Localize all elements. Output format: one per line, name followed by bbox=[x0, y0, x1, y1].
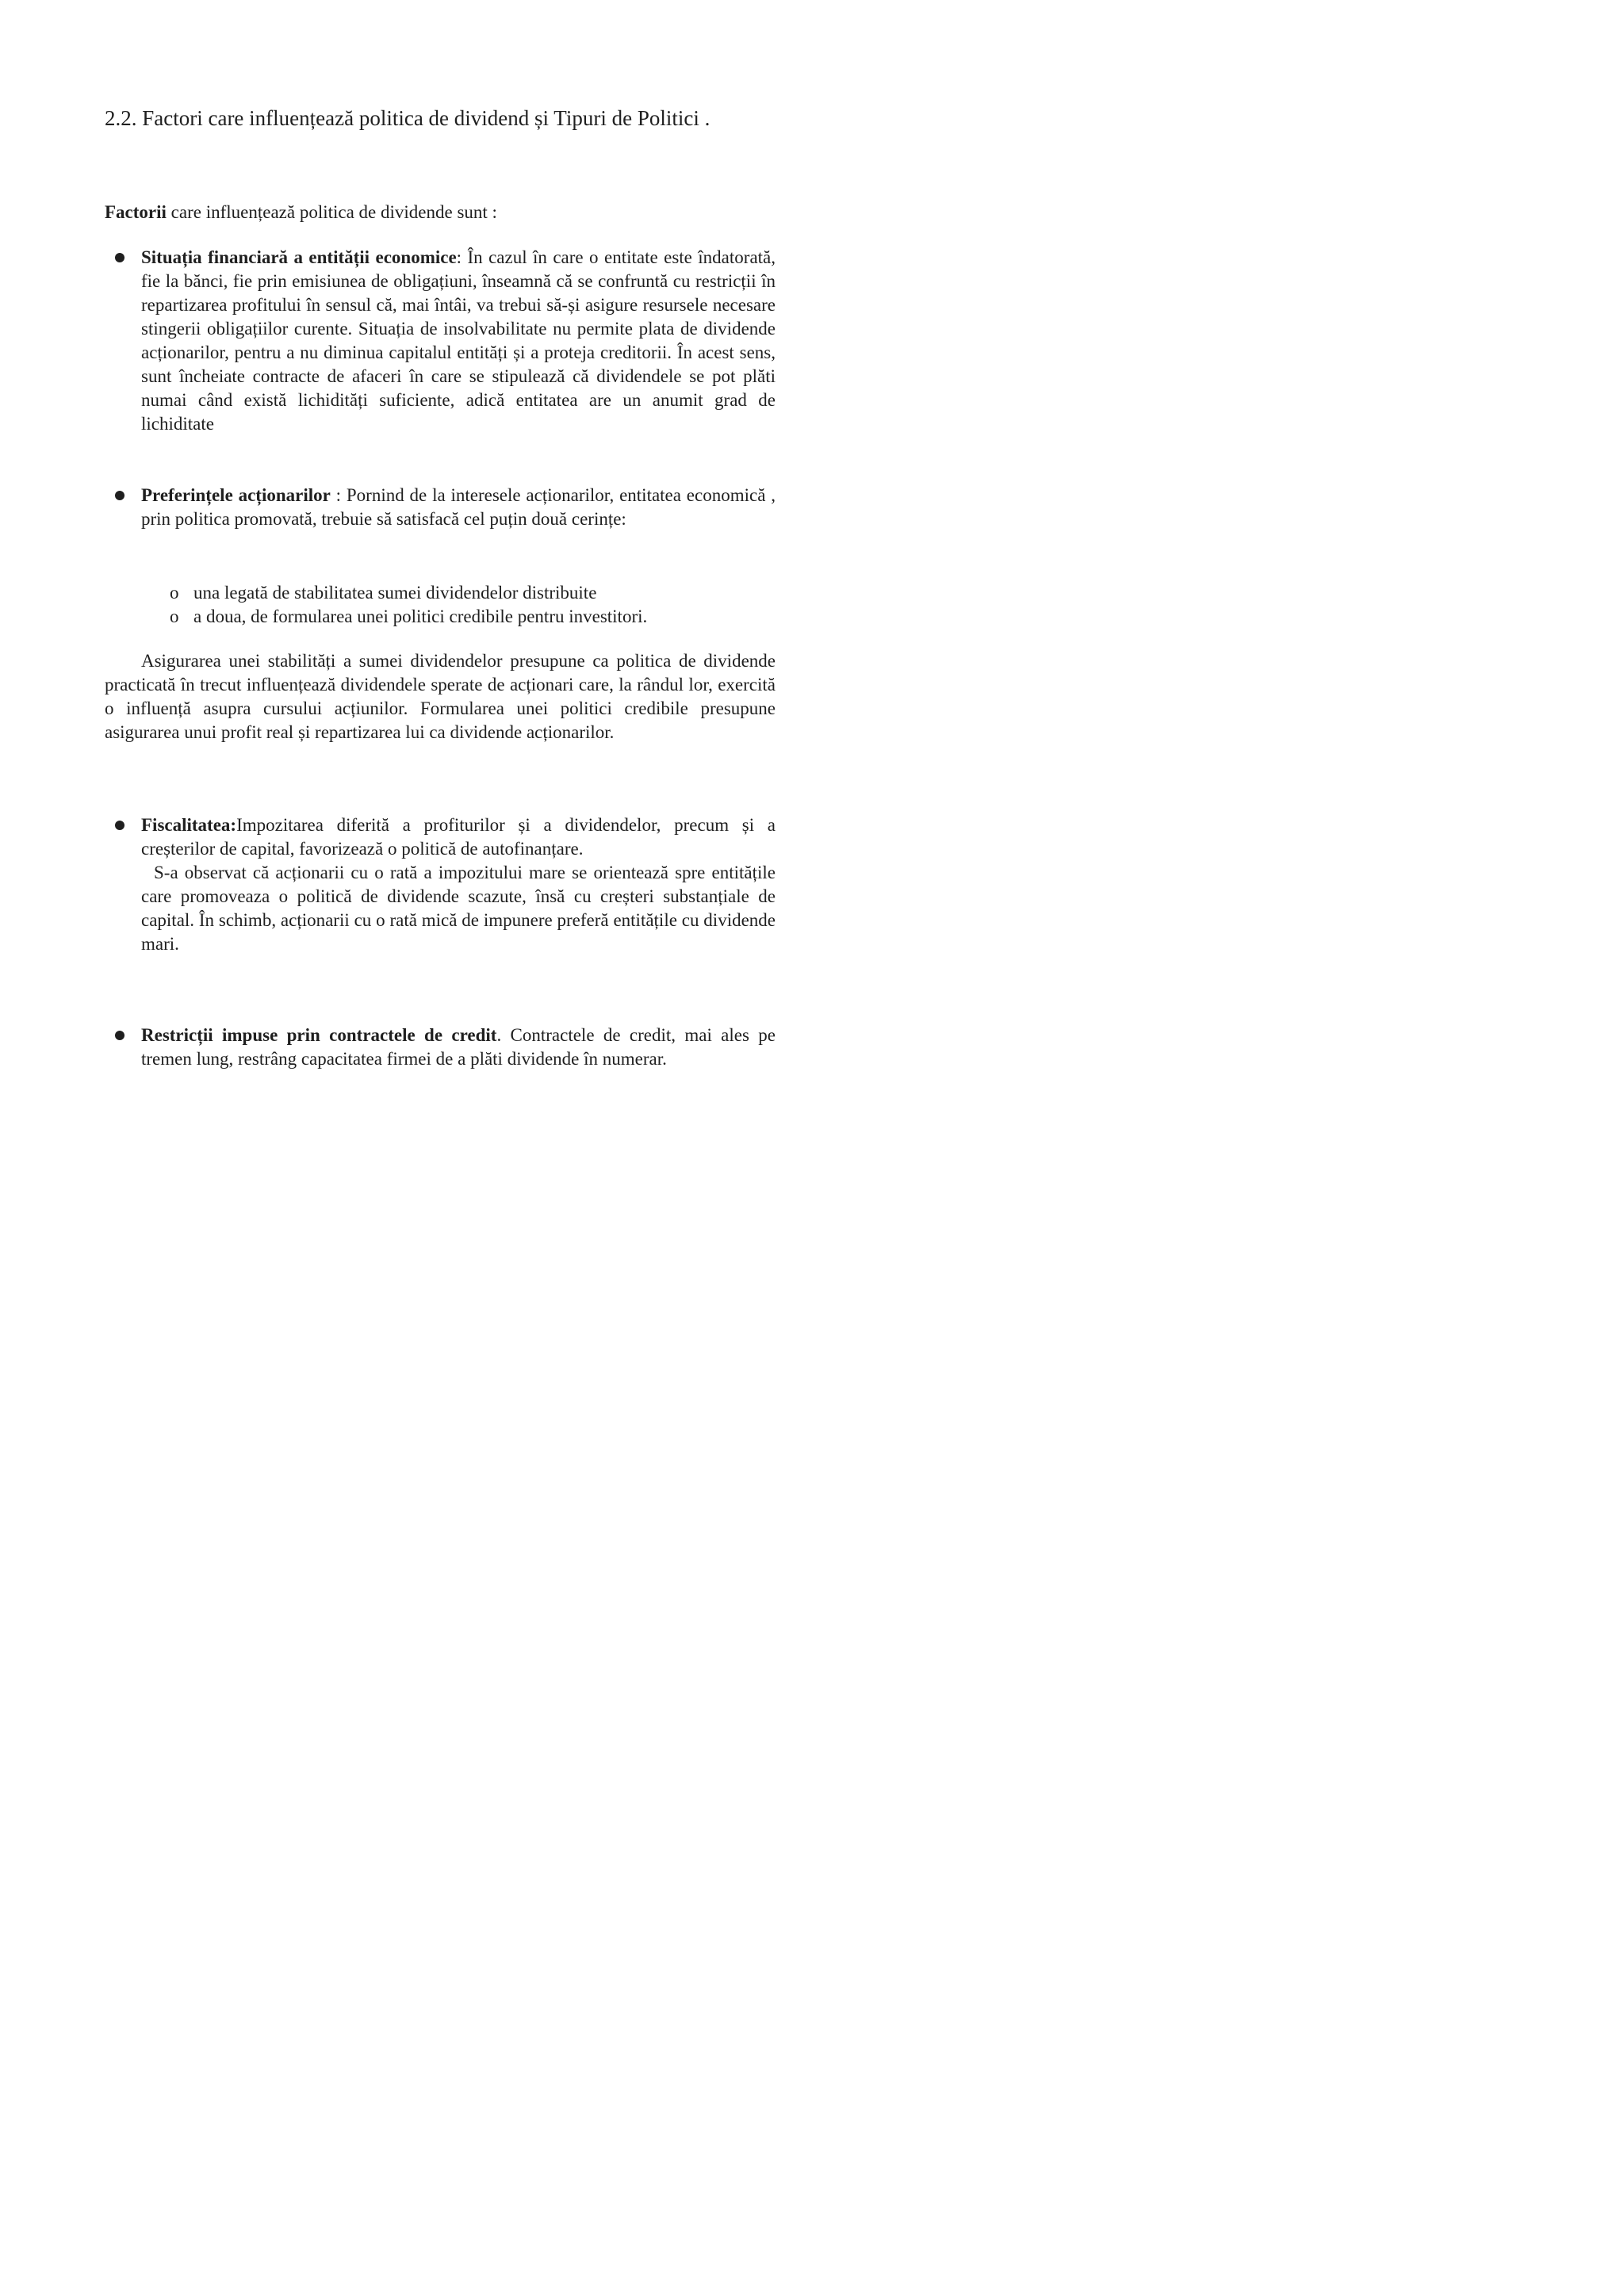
factor-text: . Contractele de credit, mai ales pe tremen lung, restrâng capacitatea firmei de a plăti dividende în numerar. bbox=[141, 1025, 776, 1069]
factor-taxation-detail: S-a observat că acționarii cu o rată a impozitului mare se orientează spre entitățile care promoveaza o politică de dividende scazute, însă cu creșteri substanțiale de capital. În schimb, acționarii cu o rată mică de impunere preferă entitățile cu dividende mari. bbox=[141, 863, 776, 954]
factor-title: Fiscalitatea: bbox=[141, 815, 237, 835]
factor-title: Restricții impuse prin contractele de credit bbox=[141, 1025, 497, 1045]
factor-taxation bbox=[141, 813, 776, 861]
factor-financial-situation bbox=[141, 246, 776, 436]
section-heading: 2.2. Factori care influențează politica de dividend și Tipuri de Politici . bbox=[105, 106, 710, 130]
intro-bold: Factorii bbox=[105, 202, 167, 222]
stability-paragraph: Asigurarea unei stabilități a sumei dividendelor presupune ca politica de dividende practicată în trecut influențează dividendele sperate de acționari care, la rândul lor, exercită o influență asupra cursului acțiunilor. Formularea unei politici credibile presupune asigurarea unui profit real și repartizarea lui ca dividende acționarilor. bbox=[105, 651, 776, 742]
intro-line bbox=[105, 201, 497, 224]
requirement-item: a doua, de formularea unei politici credibile pentru investitori. bbox=[193, 607, 648, 626]
factor-text: Impozitarea diferită a profiturilor și a dividendelor, precum și a creșterilor de capital, favorizează o politică de autofinanțare. bbox=[141, 815, 776, 859]
factor-credit-restrictions bbox=[141, 1024, 776, 1071]
factor-text: : Pornind de la interesele acționarilor, entitatea economică , prin politica promovată, trebuie să satisfacă cel puțin două cerințe: bbox=[141, 485, 776, 529]
factor-shareholder-preferences bbox=[141, 484, 776, 531]
factor-text: : În cazul în care o entitate este îndatorată, fie la bănci, fie prin emisiunea de obligațiuni, înseamnă că se confruntă cu restricții în repartizarea profitului în sensul că, mai întâi, va trebui să-și asigure resursele necesare stingerii obligațiilor curente. Situația de insolvabilitate nu permite plata de dividende acționarilor, pentru a nu diminua capitalul entități și a proteja creditorii. În acest sens, sunt încheiate contracte de afaceri în care se stipulează că dividendele se pot plăti numai când există lichidități suficiente, adică entitatea are un anumit grad de lichiditate bbox=[141, 247, 776, 434]
factor-title: Situația financiară a entității economice bbox=[141, 247, 457, 267]
bullet-icon bbox=[115, 491, 124, 500]
factor-title: Preferințele acționarilor bbox=[141, 485, 331, 505]
sub-bullet-icon: o bbox=[170, 583, 179, 603]
intro-text: care influențează politica de dividende sunt : bbox=[166, 202, 497, 222]
document-page bbox=[0, 0, 877, 1238]
bullet-icon bbox=[115, 821, 124, 830]
requirement-item: una legată de stabilitatea sumei dividendelor distribuite bbox=[193, 583, 597, 603]
bullet-icon bbox=[115, 253, 124, 262]
sub-bullet-icon: o bbox=[170, 607, 179, 626]
bullet-icon bbox=[115, 1031, 124, 1040]
